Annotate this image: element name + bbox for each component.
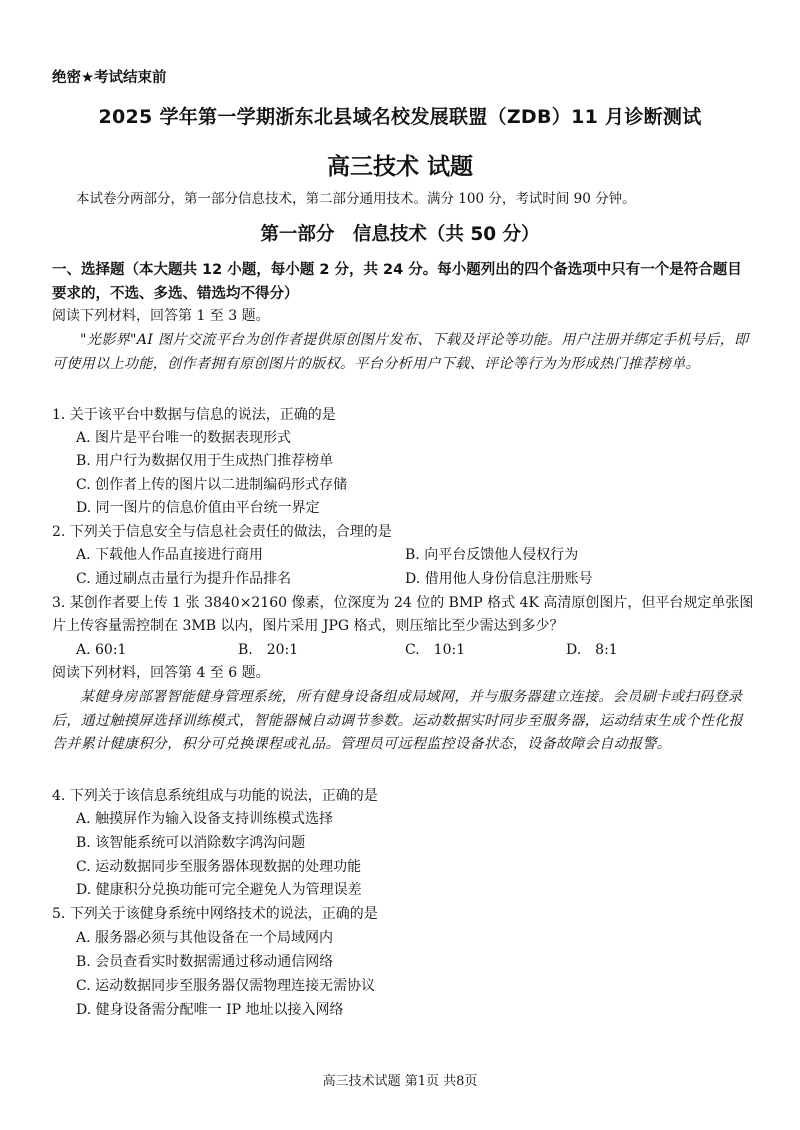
option-a: A. 图片是平台唯一的数据表现形式 [76, 430, 292, 446]
section-heading: 一、选择题（本大题共 12 小题，每小题 2 分，共 24 分。每小题列出的四个备选项中只有一个是符合题目要求的，不选、多选、错选均不得分） [52, 262, 742, 302]
option-a: A. 服务器必须与其他设备在一个局域网内 [76, 930, 334, 946]
confidential-mark: 绝密★考试结束前 [52, 70, 167, 86]
option-a: A. 60:1 [76, 642, 127, 658]
question-stem: 5. 下列关于该健身系统中网络技术的说法，正确的是 [52, 906, 378, 922]
option-d: D. 健康积分兑换功能可完全避免人为管理误差 [76, 882, 362, 898]
option-b: B. 20:1 [238, 642, 299, 658]
question-stem: 2. 下列关于信息安全与信息社会责任的做法，合理的是 [52, 524, 392, 540]
option-a: A. 下载他人作品直接进行商用 [76, 547, 264, 563]
option-d: D. 8:1 [566, 642, 618, 658]
question-stem: 3. 某创作者要上传 1 张 3840×2160 像素，位深度为 24 位的 BMP 格式 4K 高清原创图片，但平台规定单张图片上传容量需控制在 3MB 以内，图片采用 JPG 格式，则压缩比至少需达到多少？ [52, 595, 754, 634]
material-lead: 阅读下列材料，回答第 1 至 3 题。 [52, 308, 270, 324]
option-b: B. 向平台反馈他人侵权行为 [405, 547, 579, 563]
option-d: D. 同一图片的信息价值由平台统一界定 [76, 500, 320, 516]
material-lead: 阅读下列材料，回答第 4 至 6 题。 [52, 665, 270, 681]
option-b: B. 该智能系统可以消除数字鸿沟问题 [76, 835, 306, 851]
exam-intro: 本试卷分两部分，第一部分信息技术，第二部分通用技术。满分 100 分，考试时间 90 分钟。 [76, 191, 636, 207]
option-c: C. 运动数据同步至服务器体现数据的处理功能 [76, 859, 362, 875]
option-c: C. 运动数据同步至服务器仅需物理连接无需协议 [76, 978, 376, 994]
subject-title: 高三技术 试题 [326, 154, 473, 180]
option-d: D. 健身设备需分配唯一 IP 地址以接入网络 [76, 1002, 344, 1018]
option-b: B. 用户行为数据仅用于生成热门推荐榜单 [76, 453, 334, 469]
question-stem: 1. 关于该平台中数据与信息的说法，正确的是 [52, 407, 336, 423]
question-stem: 4. 下列关于该信息系统组成与功能的说法，正确的是 [52, 788, 378, 804]
option-c: C. 创作者上传的图片以二进制编码形式存储 [76, 477, 348, 493]
option-c: C. 通过刷点击量行为提升作品排名 [76, 571, 292, 587]
option-c: C. 10:1 [405, 642, 466, 658]
option-b: B. 会员查看实时数据需通过移动通信网络 [76, 954, 334, 970]
page-footer: 高三技术试题 第1页 共8页 [322, 1074, 478, 1089]
part-title: 第一部分 信息技术（共 50 分） [260, 224, 540, 245]
material-text: "光影界"AI 图片交流平台为创作者提供原创图片发布、下载及评论等功能。用户注册并绑定手机号后，即可使用以上功能，创作者拥有原创图片的版权。平台分析用户下载、评论等行为为形成热门推荐榜单。 [52, 332, 749, 372]
material-text: 某健身房部署智能健身管理系统，所有健身设备组成局域网，并与服务器建立连接。会员刷卡或扫码登录后，通过触摸屏选择训练模式，智能器械自动调节参数。运动数据实时同步至服务器，运动结束生成个性化报告并累计健康积分，积分可兑换课程或礼品。管理员可远程监控设备状态，设备故障会自动报警。 [52, 689, 744, 752]
option-d: D. 借用他人身份信息注册账号 [405, 571, 593, 587]
option-a: A. 触摸屏作为输入设备支持训练模式选择 [76, 811, 334, 827]
exam-title: 2025 学年第一学期浙东北县域名校发展联盟（ZDB）11 月诊断测试 [98, 106, 702, 128]
